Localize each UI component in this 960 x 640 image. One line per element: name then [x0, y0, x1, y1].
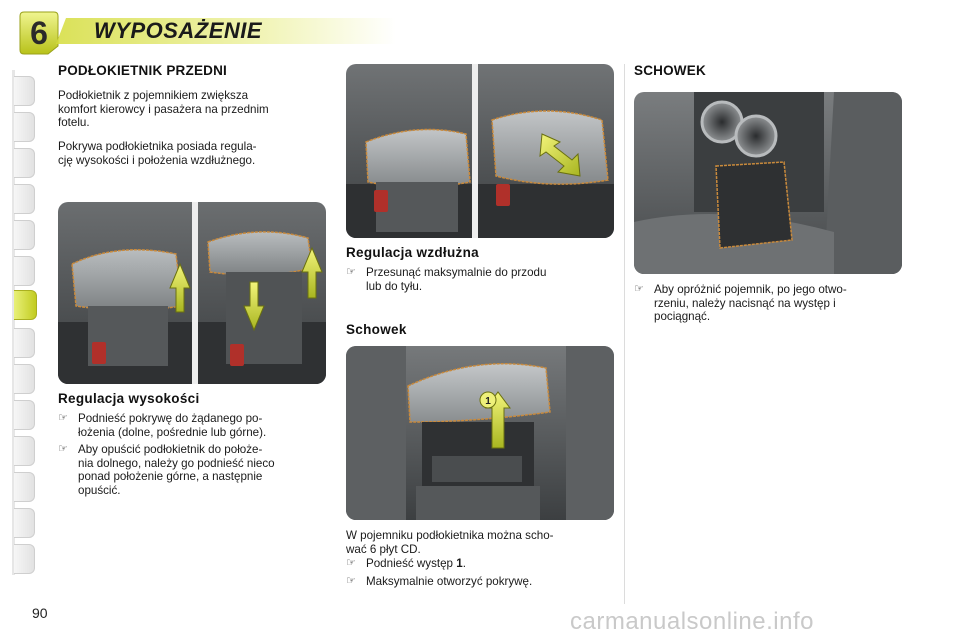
bullet-bold-ref: 1 — [456, 557, 463, 570]
intro-line: fotelu. — [58, 116, 90, 129]
intro-paragraph-2 — [58, 140, 326, 167]
chapter-tab[interactable] — [14, 148, 35, 178]
intro-line: komfort kierowcy i pasażera na przednim — [58, 102, 269, 116]
bullet-item — [346, 557, 614, 571]
pointing-hand-icon: ☞ — [634, 283, 644, 295]
bullet-line: Przesunąć maksymalnie do przodu — [366, 266, 547, 279]
chapter-tab[interactable] — [14, 364, 35, 394]
chapter-number: 6 — [30, 15, 48, 51]
bullet-item — [346, 575, 614, 589]
rear-storage-illustration — [634, 92, 902, 274]
subheading-storage: Schowek — [346, 322, 407, 337]
bullet-item — [58, 443, 326, 497]
bullet-line: pociągnąć. — [654, 310, 711, 323]
bullet-item — [634, 283, 902, 324]
bullet-line: lub do tyłu. — [366, 279, 423, 293]
chapter-tab[interactable] — [14, 256, 35, 286]
photo-storage-box — [346, 346, 614, 520]
bullet-line: Podnieść pokrywę do żądanego po- — [78, 412, 263, 425]
photo-glovebox — [634, 92, 902, 274]
bullet-text: Maksymalnie otworzyć pokrywę. — [366, 575, 533, 588]
subheading-height: Regulacja wysokości — [58, 391, 200, 406]
section-heading: PODŁOKIETNIK PRZEDNI — [58, 63, 228, 78]
bullet-item — [346, 266, 614, 293]
chapter-tab[interactable] — [14, 220, 35, 250]
bullet-text: Podnieść występ — [366, 557, 457, 570]
chapter-tab[interactable] — [14, 76, 35, 106]
pointing-hand-icon: ☞ — [346, 266, 356, 278]
bullet-line: rzeniu, należy nacisnąć na występ i — [654, 296, 836, 310]
chapter-tab[interactable] — [14, 328, 35, 358]
pointing-hand-icon: ☞ — [58, 412, 68, 424]
chapter-tab[interactable] — [14, 544, 35, 574]
intro-line: Podłokietnik z pojemnikiem zwiększa — [58, 89, 249, 102]
armrest-height-illustration — [58, 202, 326, 384]
chapter-tab[interactable] — [14, 400, 35, 430]
bullet-line: Aby opróżnić pojemnik, po jego otwo- — [654, 283, 847, 296]
chapter-tab-active[interactable] — [14, 290, 37, 320]
intro-line: cję wysokości i położenia wzdłużnego. — [58, 153, 256, 167]
bullet-line: nia dolnego, należy go podnieść nieco — [78, 456, 275, 470]
photo-height-adjustment — [58, 202, 326, 384]
pointing-hand-icon: ☞ — [346, 557, 356, 569]
bullet-line: Aby opuścić podłokietnik do położe- — [78, 443, 263, 456]
chapter-tab[interactable] — [14, 184, 35, 214]
bullet-line: opuścić. — [78, 483, 121, 497]
intro-paragraph — [58, 89, 326, 130]
armrest-box-illustration — [346, 346, 614, 520]
bullet-item — [58, 412, 326, 439]
pointing-hand-icon: ☞ — [346, 575, 356, 587]
storage-line: W pojemniku podłokietnika można scho- — [346, 529, 554, 542]
storage-line: wać 6 płyt CD. — [346, 542, 421, 556]
chapter-tab[interactable] — [14, 112, 35, 142]
subheading-longitudinal: Regulacja wzdłużna — [346, 245, 479, 260]
chapter-tab[interactable] — [14, 472, 35, 502]
bullet-text-end: . — [462, 557, 466, 570]
bullet-line: ponad położenie górne, a następnie — [78, 470, 263, 483]
column-divider — [624, 64, 625, 604]
watermark: carmanualsonline.info — [570, 608, 814, 635]
bullet-line: łożenia (dolne, pośrednie lub górne). — [78, 425, 267, 439]
intro-line: Pokrywa podłokietnika posiada regula- — [58, 140, 257, 153]
page-title: WYPOSAŻENIE — [94, 18, 263, 43]
marker-label: 1 — [485, 396, 491, 407]
chapter-tab[interactable] — [14, 436, 35, 466]
chapter-tab[interactable] — [14, 508, 35, 538]
page-number: 90 — [32, 605, 48, 621]
storage-paragraph — [346, 529, 614, 556]
photo-longitudinal-adjustment — [346, 64, 614, 238]
armrest-slide-illustration — [346, 64, 614, 238]
section-heading-storage: SCHOWEK — [634, 63, 706, 78]
pointing-hand-icon: ☞ — [58, 443, 68, 455]
